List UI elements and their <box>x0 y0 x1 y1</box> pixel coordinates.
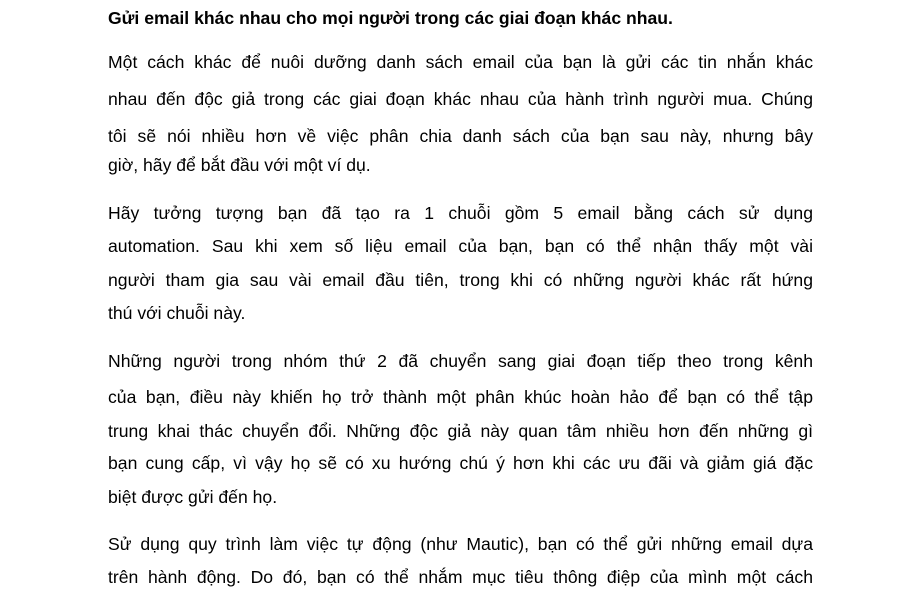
paragraph-3-line-4: bạn cung cấp, vì vậy họ sẽ có xu hướng chú ý hơn khi các ưu đãi và giảm giá đặc <box>108 453 813 473</box>
paragraph-1-line-1: Một cách khác để nuôi dưỡng danh sách email của bạn là gửi các tin nhắn khác <box>108 52 813 72</box>
paragraph-3-line-3: trung khai thác chuyển đổi. Những độc giả này quan tâm nhiều hơn đến những gì <box>108 421 813 441</box>
paragraph-4-line-2: trên hành động. Do đó, bạn có thể nhắm mục tiêu thông điệp của mình một cách <box>108 567 813 587</box>
paragraph-2-line-1: Hãy tưởng tượng bạn đã tạo ra 1 chuỗi gồm 5 email bằng cách sử dụng <box>108 203 813 223</box>
paragraph-3-line-1: Những người trong nhóm thứ 2 đã chuyển sang giai đoạn tiếp theo trong kênh <box>108 351 813 371</box>
paragraph-1-line-3: tôi sẽ nói nhiều hơn về việc phân chia danh sách của bạn sau này, nhưng bây <box>108 126 813 146</box>
paragraph-2-line-4: thú với chuỗi này. <box>108 303 246 323</box>
paragraph-4-line-1: Sử dụng quy trình làm việc tự động (như Mautic), bạn có thể gửi những email dựa <box>108 534 813 554</box>
paragraph-1-line-2: nhau đến độc giả trong các giai đoạn khác nhau của hành trình người mua. Chúng <box>108 89 813 109</box>
paragraph-2-line-2: automation. Sau khi xem số liệu email của bạn, bạn có thể nhận thấy một vài <box>108 236 813 256</box>
paragraph-3-line-2: của bạn, điều này khiến họ trở thành một phân khúc hoàn hảo để bạn có thể tập <box>108 387 813 407</box>
section-heading: Gửi email khác nhau cho mọi người trong các giai đoạn khác nhau. <box>108 8 673 28</box>
paragraph-1-line-4: giờ, hãy để bắt đầu với một ví dụ. <box>108 155 371 175</box>
paragraph-2-line-3: người tham gia sau vài email đầu tiên, trong khi có những người khác rất hứng <box>108 270 813 290</box>
paragraph-3-line-5: biệt được gửi đến họ. <box>108 487 278 507</box>
